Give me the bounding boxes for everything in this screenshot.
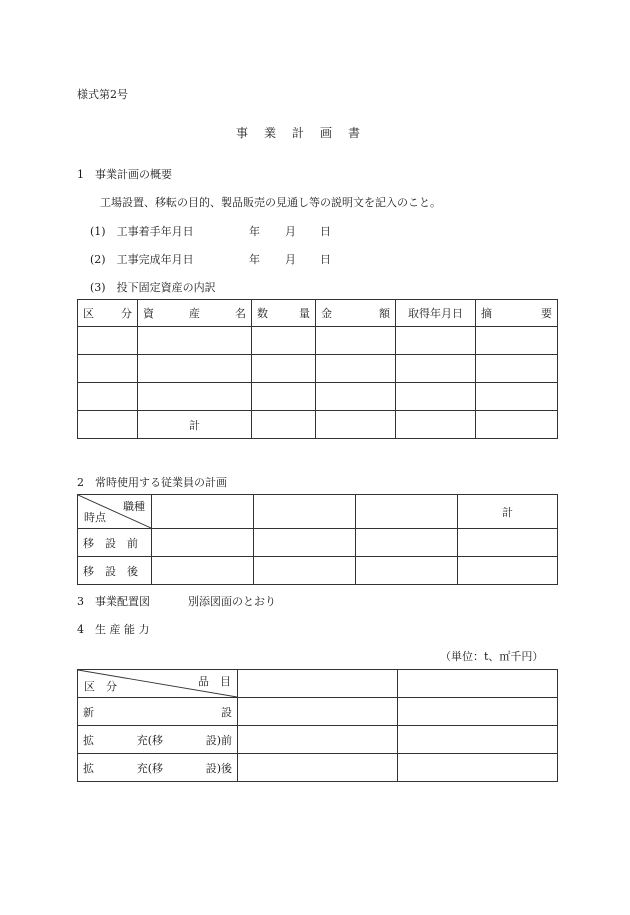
diagonal-header-cell (78, 670, 238, 698)
employee-total-header: 計 (458, 495, 558, 529)
section-2-heading: 2 常時使用する従業員の計画 (77, 476, 227, 489)
employee-plan-table (77, 494, 558, 585)
start-date-day: 日 (320, 225, 331, 238)
before-relocation-label: 移 設 前 (78, 529, 152, 557)
new-installation-label: 新 設 (78, 698, 238, 726)
header-amount: 金 額 (316, 300, 396, 327)
table-header-row (78, 670, 558, 698)
table-row (78, 355, 558, 383)
time-point-label: 時点 (84, 511, 106, 524)
table-row (78, 529, 558, 557)
section-3-value: 別添図面のとおり (188, 595, 276, 608)
header-asset-name: 資 産 名 (138, 300, 252, 327)
complete-date-month: 月 (285, 253, 296, 266)
table-row (78, 726, 558, 754)
header-remarks: 摘 要 (476, 300, 558, 327)
diagonal-header-cell (78, 495, 152, 529)
complete-date-label: (2) 工事完成年月日 (90, 253, 194, 266)
section-1-heading: 1 事業計画の概要 (77, 168, 172, 181)
header-acquisition-date: 取得年月日 (396, 300, 476, 327)
form-number: 様式第2号 (77, 88, 128, 101)
production-capacity-table (77, 669, 558, 782)
table-row (78, 557, 558, 585)
complete-date-day: 日 (320, 253, 331, 266)
section-3-heading: 3 事業配置図 (77, 595, 150, 608)
complete-date-year: 年 (249, 253, 260, 266)
table-row (78, 754, 558, 782)
job-type-label: 職種 (123, 500, 145, 513)
start-date-label: (1) 工事着手年月日 (90, 225, 194, 238)
table-row (78, 383, 558, 411)
table-row (78, 327, 558, 355)
table-total-row (78, 411, 558, 439)
start-date-year: 年 (249, 225, 260, 238)
table-header-row (78, 495, 558, 529)
start-date-month: 月 (285, 225, 296, 238)
section-4-heading: 4 生 産 能 力 (77, 623, 150, 636)
assets-label: (3) 投下固定資産の内訳 (90, 281, 216, 294)
fixed-assets-table (77, 299, 558, 439)
header-category: 区 分 (78, 300, 138, 327)
table-row (78, 698, 558, 726)
expansion-before-label: 拡 充(移 設)前 (78, 726, 238, 754)
document-title: 事 業 計 画 書 (236, 126, 363, 140)
item-label: 品 目 (198, 675, 231, 688)
total-label: 計 (138, 411, 252, 439)
header-quantity: 数 量 (252, 300, 316, 327)
unit-note: （単位：t、㎡千円） (440, 650, 544, 663)
after-relocation-label: 移 設 後 (78, 557, 152, 585)
expansion-after-label: 拡 充(移 設)後 (78, 754, 238, 782)
category-label: 区 分 (84, 680, 117, 693)
table-header-row (78, 300, 558, 327)
section-1-note: 工場設置、移転の目的、製品販売の見通し等の説明文を記入のこと。 (100, 196, 441, 209)
